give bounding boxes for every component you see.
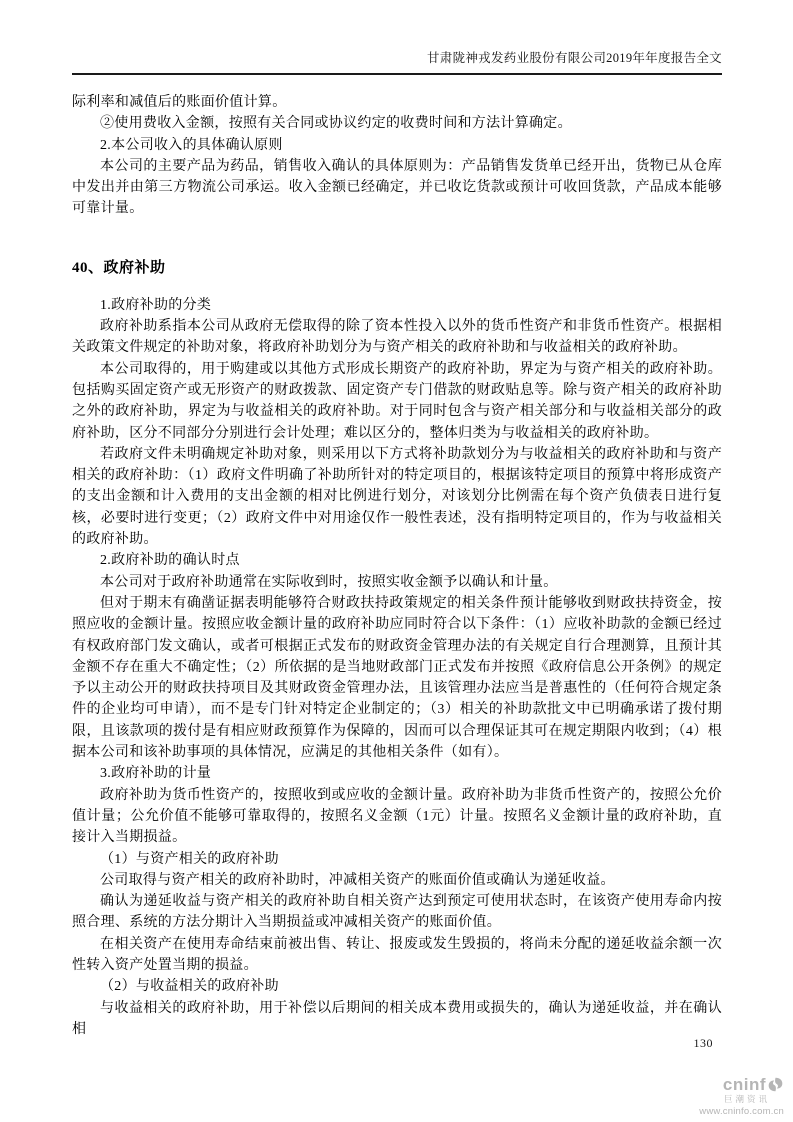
paragraph: 本公司的主要产品为药品，销售收入确认的具体原则为：产品销售发货单已经开出，货物已从仓库中发出并由第三方物流公司承运。收入金额已经确定，并已收讫货款或预计可收回货款，产品成本能够可靠计量。 <box>72 158 722 217</box>
cninfo-watermark <box>664 1076 788 1116</box>
sub-heading: 1.政府补助的分类 <box>100 297 212 313</box>
document-body <box>72 92 722 1040</box>
paragraph: 政府补助为货币性资产的，按照收到或应收的金额计量。政府补助为非货币性资产的，按照公允价值计量；公允价值不能够可靠取得的，按照名义金额（1元）计量。按照名义金额计量的政府补助，直接计入当期损益。 <box>72 787 722 846</box>
cninfo-swirl-icon <box>767 1076 784 1093</box>
paragraph: 2.本公司收入的具体确认原则 <box>100 137 283 153</box>
sub-heading: （2）与收益相关的政府补助 <box>100 979 279 995</box>
cninfo-logo-text: cninf <box>722 1075 766 1094</box>
paragraph: 本公司对于政府补助通常在实际收到时，按照实收金额予以确认和计量。 <box>100 574 558 590</box>
paragraph: 若政府文件未明确规定补助对象，则采用以下方式将补助款划分为与收益相关的政府补助和与资产相关的政府补助：（1）政府文件明确了补助所针对的特定项目的，根据该特定项目的预算中将形成资产的支出金额和计入费用的支出金额的相对比例进行划分，对该划分比例需在每个资产负债表日进行复核，必要时进行变更；（2）政府文件中对用途仅作一般性表述，没有指明特定项目的，作为与收益相关的政府补助。 <box>72 446 722 548</box>
section-heading: 40、政府补助 <box>72 259 166 276</box>
paragraph: 确认为递延收益与资产相关的政府补助自相关资产达到预定可使用状态时，在该资产使用寿命内按照合理、系统的方法分期计入当期损益或冲减相关资产的账面价值。 <box>72 894 722 931</box>
page-number: 130 <box>693 1036 713 1050</box>
paragraph: 本公司取得的，用于购建或以其他方式形成长期资产的政府补助，界定为与资产相关的政府补助。包括购买固定资产或无形资产的财政拨款、固定资产专门借款的财政贴息等。除与资产相关的政府补助之外的政府补助，界定为与收益相关的政府补助。对于同时包含与资产相关部分和与收益相关部分的政府补助，区分不同部分分别进行会计处理；难以区分的，整体归类为与收益相关的政府补助。 <box>72 361 722 441</box>
report-header-title: 甘肃陇神戎发药业股份有限公司2019年年度报告全文 <box>426 51 722 65</box>
cninfo-logo-url: www.cninfo.com.cn <box>699 1105 784 1117</box>
sub-heading: （1）与资产相关的政府补助 <box>100 851 279 867</box>
paragraph: 政府补助系指本公司从政府无偿取得的除了资本性投入以外的货币性资产和非货币性资产。根据相关政策文件规定的补助对象，将政府补助划分为与资产相关的政府补助和与收益相关的政府补助。 <box>72 319 722 356</box>
paragraph: 与收益相关的政府补助，用于补偿以后期间的相关成本费用或损失的，确认为递延收益，并在确认相 <box>72 1000 722 1037</box>
paragraph: ②使用费收入金额，按照有关合同或协议约定的收费时间和方法计算确定。 <box>100 116 572 132</box>
header-divider <box>72 73 722 75</box>
paragraph: 但对于期末有确凿证据表明能够符合财政扶持政策规定的相关条件预计能够收到财政扶持资金，按照应收的金额计量。按照应收金额计量的政府补助应同时符合以下条件：（1）应收补助款的金额已经过有权政府部门发文确认，或者可根据正式发布的财政资金管理办法的有关规定自行合理测算，且预计其金额不存在重大不确定性；（2）所依据的是当地财政部门正式发布并按照《政府信息公开条例》的规定予以主动公开的财政扶持项目及其财政资金管理办法，且该管理办法应当是普惠性的（任何符合规定条件的企业均可申请），而不是专门针对特定企业制定的；（3）相关的补助款批文中已明确承诺了拨付期限，且该款项的拨付是有相应财政预算作为保障的，因而可以合理保证其可在规定期限内收到；（4）根据本公司和该补助事项的具体情况，应满足的其他相关条件（如有）。 <box>72 595 722 761</box>
sub-heading: 2.政府补助的确认时点 <box>100 553 240 569</box>
paragraph: 际利率和减值后的账面价值计算。 <box>72 95 287 110</box>
sub-heading: 3.政府补助的计量 <box>100 766 212 782</box>
paragraph: 在相关资产在使用寿命结束前被出售、转让、报废或发生毁损的，将尚未分配的递延收益余额一次性转入资产处置当期的损益。 <box>72 936 722 973</box>
cninfo-logo-subtitle: 巨潮资讯 <box>723 1094 770 1104</box>
paragraph: 公司取得与资产相关的政府补助时，冲减相关资产的账面价值或确认为递延收益。 <box>100 872 615 888</box>
